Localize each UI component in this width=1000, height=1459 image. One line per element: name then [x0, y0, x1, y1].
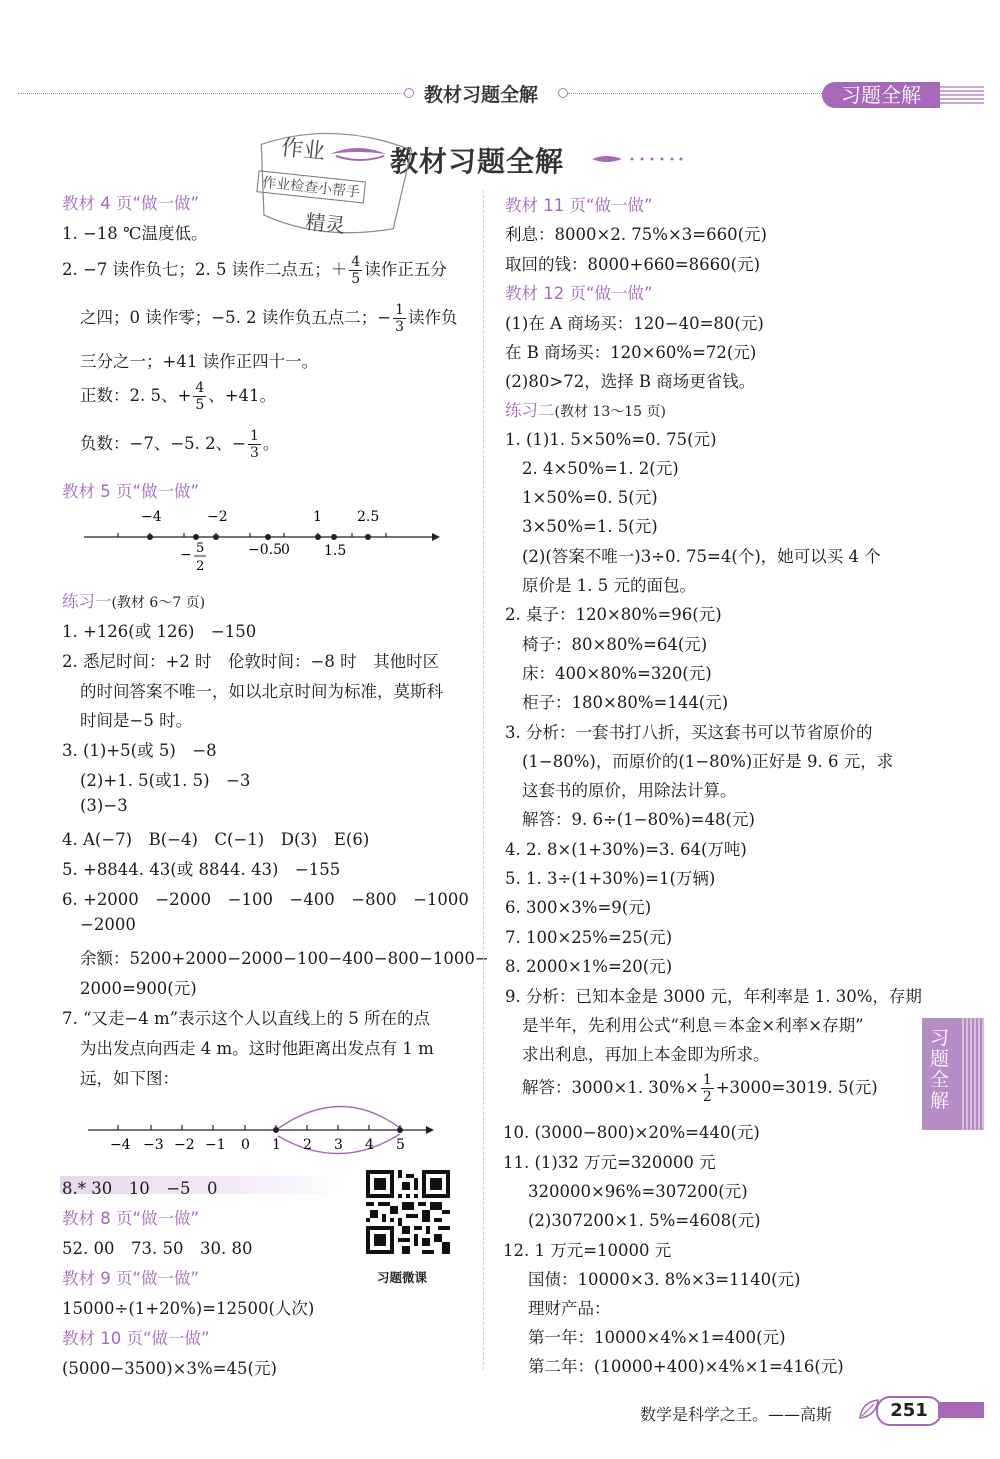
nl2-label: 3: [334, 1137, 343, 1153]
answer-line: 1. (1)1. 5×50%=0. 75(元): [505, 430, 717, 449]
answer-line: 余额：5200+2000−2000−100−400−800−1000−: [80, 949, 489, 968]
answer-line: −2000: [80, 915, 136, 934]
nl2-label: 1: [272, 1137, 281, 1153]
answer-line: 52. 00 73. 50 30. 80: [62, 1239, 253, 1258]
section-heading-note: (教材 13～15 页): [554, 404, 666, 420]
nl2-label: 5: [396, 1137, 405, 1153]
answer-line: 5. +8844. 43(或 8844. 43) −155: [62, 860, 341, 879]
answer-line: 远，如下图：: [80, 1069, 179, 1088]
answer-line: 3×50%=1. 5(元): [522, 517, 658, 536]
stamp-line-2: 作业检查小帮手: [256, 170, 366, 203]
answer-line: 8.* 30 10 −5 0: [62, 1179, 218, 1198]
fraction: [393, 302, 406, 335]
answer-text: 读作负: [408, 308, 458, 327]
side-section-tab: [922, 1018, 984, 1130]
answer-line: 求出利息，再加上本金即为所求。: [522, 1045, 770, 1064]
answer-line: (1−80%)，而原价的(1−80%)正好是 9. 6 元，求: [522, 752, 894, 771]
answer-line: 利息：8000×2. 75%×3=660(元): [505, 225, 767, 244]
answer-line: 3. 分析：一套书打八折，买这套书可以节省原价的: [505, 723, 873, 742]
answer-text: +3000=3019. 5(元): [715, 1078, 878, 1097]
number-line-2: [88, 1092, 434, 1156]
fraction: [193, 380, 206, 413]
answer-line: [80, 302, 458, 335]
column-divider: [483, 190, 484, 1370]
answer-line: 6. +2000 −2000 −100 −400 −800 −1000: [62, 890, 469, 909]
answer-line: 1. +126(或 126) −150: [62, 622, 257, 641]
answer-line: 5. 1. 3÷(1+30%)=1(万辆): [505, 869, 716, 888]
answer-line: 原价是 1. 5 元的面包。: [522, 576, 696, 595]
answer-line: 取回的钱：8000+660=8660(元): [505, 255, 761, 274]
section-heading: 教材 5 页“做一做”: [62, 482, 200, 501]
nl1-label-bottom: −0.5: [248, 542, 282, 558]
header-section-tab: [822, 82, 940, 108]
answer-line: (2)(答案不唯一)3÷0. 75=4(个)，她可以买 4 个: [522, 547, 881, 566]
answer-line: 柜子：180×80%=144(元): [522, 693, 729, 712]
answer-line: (1)在 A 商场买：120−40=80(元): [505, 314, 764, 333]
nl2-label: −1: [205, 1137, 226, 1153]
answer-line: 4. A(−7) B(−4) C(−1) D(3) E(6): [62, 830, 370, 849]
answer-line: [522, 1072, 878, 1105]
nl2-label: −3: [143, 1137, 164, 1153]
fraction: [701, 1072, 714, 1105]
fraction-denominator: 3: [249, 445, 259, 461]
header-tab-label: 习题全解: [841, 83, 921, 107]
answer-line: (5000−3500)×3%=45(元): [62, 1359, 277, 1378]
page-number: 251: [876, 1396, 942, 1426]
answer-line: 2. 4×50%=1. 2(元): [522, 459, 679, 478]
watermark-stamp: [242, 114, 421, 247]
nl1-label-bottom: 0: [281, 542, 290, 558]
nl2-label: −2: [174, 1137, 195, 1153]
section-heading-label: 练习二: [505, 401, 555, 420]
footer-quote: 数学是科学之王。——高斯: [640, 1405, 833, 1424]
answer-line: 理财产品：: [528, 1299, 611, 1318]
answer-line: 7. “又走−4 m”表示这个人以直线上的 5 所在的点: [62, 1009, 431, 1028]
nl1-label-top: −4: [141, 509, 162, 525]
nl2-label: 4: [365, 1137, 374, 1153]
fraction-numerator: 4: [195, 380, 205, 396]
answer-line: 第二年：(10000+400)×4%×1=416(元): [528, 1357, 844, 1376]
answer-line: [80, 428, 279, 461]
nl1-frac-sign: −: [180, 547, 192, 563]
answer-line: 2. 悉尼时间：+2 时 伦敦时间：−8 时 其他时区: [62, 652, 440, 671]
answer-line: 2000=900(元): [80, 979, 197, 998]
answer-line: 椅子：80×80%=64(元): [522, 635, 708, 654]
stamp-line-1: 作业: [279, 135, 327, 166]
answer-line: (2)307200×1. 5%=4608(元): [528, 1211, 761, 1230]
answer-line: 解答：9. 6÷(1−80%)=48(元): [522, 810, 755, 829]
answer-text: 读作正五分: [364, 260, 447, 279]
header-stripes: [940, 86, 984, 106]
section-heading: 教材 12 页“做一做”: [505, 284, 653, 303]
answer-text: 之四；0 读作零；−5. 2 读作负五点二；−: [80, 308, 392, 327]
answer-text: 正数：2. 5、+: [80, 386, 192, 405]
section-heading: 教材 9 页“做一做”: [62, 1269, 200, 1288]
answer-line: 4. 2. 8×(1+30%)=3. 64(万吨): [505, 840, 747, 859]
answer-line: 7. 100×25%=25(元): [505, 928, 673, 947]
answer-line: 8. 2000×1%=20(元): [505, 957, 673, 976]
fraction-denominator: 5: [351, 271, 361, 287]
nl2-label: 2: [303, 1137, 312, 1153]
side-tab-stripes: [962, 1018, 984, 1130]
answer-line: 12. 1 万元=10000 元: [503, 1241, 672, 1260]
answer-line: (3)−3: [80, 796, 128, 815]
answer-line: 国债：10000×3. 8%×3=1140(元): [528, 1270, 801, 1289]
answer-line: 1. −18 ℃温度低。: [62, 224, 208, 243]
answer-line: 是半年，先利用公式“利息＝本金×利率×存期”: [522, 1016, 864, 1035]
answer-text: 负数：−7、−5. 2、−: [80, 434, 246, 453]
header-dot-left: [404, 88, 414, 98]
answer-line: 9. 分析：已知本金是 3000 元，年利率是 1. 30%，存期: [505, 987, 922, 1006]
fraction-denominator: 5: [195, 397, 205, 413]
qr-caption: 习题微课: [377, 1270, 428, 1285]
nl2-label: −4: [110, 1137, 131, 1153]
answer-line: 3. (1)+5(或 5) −8: [62, 741, 217, 760]
fraction-numerator: 1: [395, 302, 405, 318]
qr-code-icon[interactable]: [366, 1170, 450, 1254]
section-heading: [62, 588, 205, 612]
answer-text: 。: [262, 434, 280, 453]
answer-line: (2)+1. 5(或1. 5) −3: [80, 771, 251, 790]
answer-line: 15000÷(1+20%)=12500(人次): [62, 1299, 315, 1318]
fraction: [349, 254, 362, 287]
section-heading-label: 练习一: [62, 592, 112, 611]
section-heading-note: (教材 6～7 页): [111, 595, 206, 611]
nl1-label-top: −2: [207, 509, 228, 525]
answer-line: 第一年：10000×4%×1=400(元): [528, 1328, 786, 1347]
answer-line: 这套书的原价，用除法计算。: [522, 781, 737, 800]
fraction-numerator: 1: [249, 428, 259, 444]
stamp-line-3: 精灵: [304, 209, 347, 238]
section-heading: 教材 11 页“做一做”: [505, 196, 653, 215]
nl1-label-top: 1: [313, 509, 322, 525]
answer-line: 10. (3000−800)×20%=440(元): [503, 1123, 760, 1142]
fraction-numerator: 4: [351, 254, 361, 270]
footer-bar: [938, 1402, 984, 1418]
fraction-denominator: 2: [702, 1089, 712, 1105]
answer-line: 的时间答案不唯一，如以北京时间为标准，莫斯科: [80, 682, 443, 701]
title-arrow-icon: [592, 153, 684, 165]
header-title: 教材习题全解: [424, 84, 539, 106]
nl1-frac-den: 2: [196, 559, 205, 574]
header-rule-left: [18, 93, 406, 94]
answer-line: 11. (1)32 万元=320000 元: [503, 1153, 716, 1172]
section-heading: [505, 397, 666, 421]
header-rule-right: [568, 93, 824, 94]
answer-line: [80, 380, 276, 413]
header-dot-right: [558, 88, 568, 98]
nl1-label-bottom: 1.5: [324, 543, 347, 559]
fraction-numerator: 1: [702, 1072, 712, 1088]
side-tab-label: 习题全解: [930, 1027, 950, 1112]
answer-line: 6. 300×3%=9(元): [505, 898, 652, 917]
answer-text: 2. −7 读作负七；2. 5 读作二点五；＋: [62, 260, 348, 279]
nl1-frac-num: 5: [196, 541, 205, 556]
answer-line: 1×50%=0. 5(元): [522, 488, 658, 507]
answer-line: 在 B 商场买：120×60%=72(元): [505, 343, 757, 362]
section-heading: 教材 8 页“做一做”: [62, 1209, 200, 1228]
answer-line: 三分之一；+41 读作正四十一。: [80, 352, 319, 371]
answer-line: 床：400×80%=320(元): [522, 664, 712, 683]
section-heading: 教材 4 页“做一做”: [62, 194, 200, 213]
nl2-label: 0: [241, 1137, 250, 1153]
answer-line: 时间是−5 时。: [80, 711, 193, 730]
answer-line: [62, 254, 447, 287]
fraction-denominator: 3: [395, 319, 405, 335]
answer-line: 320000×96%=307200(元): [528, 1182, 748, 1201]
fraction: [248, 428, 261, 461]
page-title: 教材习题全解: [390, 145, 565, 178]
number-line-1: [84, 504, 440, 578]
nl1-label-top: 2.5: [357, 509, 380, 525]
answer-text: 、+41。: [208, 386, 277, 405]
section-heading: 教材 10 页“做一做”: [62, 1329, 210, 1348]
answer-line: (2)80>72，选择 B 商场更省钱。: [505, 372, 756, 391]
answer-line: 为出发点向西走 4 m。这时他距离出发点有 1 m: [80, 1039, 434, 1058]
answer-text: 解答：3000×1. 30%×: [522, 1078, 699, 1097]
answer-line: 2. 桌子：120×80%=96(元): [505, 605, 722, 624]
